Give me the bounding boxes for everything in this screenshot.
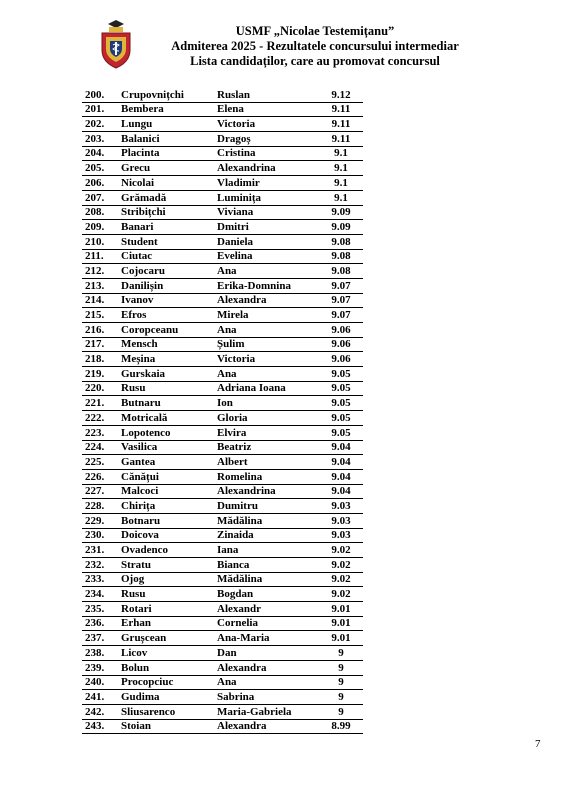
candidate-score: 9.1 [319,190,363,205]
candidate-score: 9.11 [319,117,363,132]
table-row [82,396,363,411]
university-crest-icon [99,20,133,70]
table-row [82,469,363,484]
candidate-score: 9.1 [319,176,363,191]
candidate-surname: Vasilica [121,440,217,455]
candidate-first-name: Ana [217,323,319,338]
row-number: 215. [82,308,121,323]
candidate-score: 9 [319,690,363,705]
candidate-first-name: Luminița [217,190,319,205]
candidate-surname: Procopciuc [121,675,217,690]
table-row [82,293,363,308]
table-row [82,367,363,382]
candidate-score: 9.05 [319,425,363,440]
table-row [82,234,363,249]
table-row [82,102,363,117]
table-row [82,249,363,264]
candidate-score: 8.99 [319,719,363,734]
table-row [82,675,363,690]
table-row [82,425,363,440]
candidate-surname: Balanici [121,132,217,147]
table-row [82,88,363,102]
table-row [82,161,363,176]
row-number: 228. [82,499,121,514]
candidate-first-name: Alexandrina [217,161,319,176]
candidate-surname: Meșina [121,352,217,367]
candidate-first-name: Adriana Ioana [217,381,319,396]
candidate-first-name: Ruslan [217,88,319,102]
row-number: 222. [82,411,121,426]
candidate-surname: Grămadă [121,190,217,205]
row-number: 240. [82,675,121,690]
table-row [82,587,363,602]
candidate-first-name: Victoria [217,117,319,132]
candidate-score: 9 [319,704,363,719]
candidate-score: 9.02 [319,572,363,587]
candidate-score: 9.1 [319,146,363,161]
row-number: 235. [82,602,121,617]
row-number: 232. [82,558,121,573]
candidate-score: 9.09 [319,205,363,220]
row-number: 206. [82,176,121,191]
candidate-surname: Chirița [121,499,217,514]
row-number: 238. [82,646,121,661]
candidate-score: 9.01 [319,602,363,617]
candidate-surname: Sliusarenco [121,704,217,719]
header-institution: USMF „Nicolae Testemițanu” [235,24,395,38]
candidate-score: 9.05 [319,381,363,396]
table-row [82,499,363,514]
candidate-score: 9.06 [319,352,363,367]
candidates-table [82,88,363,734]
candidate-score: 9.07 [319,308,363,323]
candidate-score: 9 [319,660,363,675]
candidate-surname: Botnaru [121,513,217,528]
candidate-first-name: Cristina [217,146,319,161]
candidate-surname: Ivanov [121,293,217,308]
candidate-first-name: Ana [217,367,319,382]
row-number: 223. [82,425,121,440]
candidate-score: 9.08 [319,249,363,264]
table-row [82,484,363,499]
candidate-surname: Ciutac [121,249,217,264]
row-number: 241. [82,690,121,705]
candidate-surname: Doicova [121,528,217,543]
candidate-score: 9.01 [319,616,363,631]
candidate-first-name: Dmitri [217,220,319,235]
candidate-surname: Licov [121,646,217,661]
page-number: 7 [535,738,541,750]
candidate-first-name: Ion [217,396,319,411]
candidate-first-name: Dumitru [217,499,319,514]
table-row [82,660,363,675]
candidate-surname: Cănățui [121,469,217,484]
candidate-surname: Coropceanu [121,323,217,338]
candidate-surname: Ojog [121,572,217,587]
row-number: 208. [82,205,121,220]
table-row [82,264,363,279]
row-number: 227. [82,484,121,499]
table-row [82,190,363,205]
candidate-first-name: Mădălina [217,572,319,587]
candidate-surname: Lungu [121,117,217,132]
candidate-first-name: Mirela [217,308,319,323]
table-row [82,176,363,191]
candidate-first-name: Erika-Domnina [217,278,319,293]
table-row [82,572,363,587]
row-number: 234. [82,587,121,602]
table-row [82,337,363,352]
candidate-surname: Banari [121,220,217,235]
table-row [82,220,363,235]
candidate-first-name: Dragoș [217,132,319,147]
table-row [82,205,363,220]
row-number: 209. [82,220,121,235]
table-row [82,308,363,323]
candidate-first-name: Elvira [217,425,319,440]
candidate-surname: Crupovnițchi [121,88,217,102]
row-number: 201. [82,102,121,117]
table-row [82,646,363,661]
candidate-surname: Placinta [121,146,217,161]
candidate-surname: Stribițchi [121,205,217,220]
row-number: 214. [82,293,121,308]
candidate-score: 9.07 [319,293,363,308]
table-row [82,352,363,367]
candidate-first-name: Beatriz [217,440,319,455]
candidate-score: 9.05 [319,367,363,382]
table-row [82,411,363,426]
row-number: 226. [82,469,121,484]
candidate-first-name: Bogdan [217,587,319,602]
row-number: 218. [82,352,121,367]
row-number: 212. [82,264,121,279]
candidate-first-name: Șulim [217,337,319,352]
row-number: 204. [82,146,121,161]
table-row [82,719,363,734]
candidate-score: 9.05 [319,396,363,411]
row-number: 217. [82,337,121,352]
candidate-surname: Gantea [121,455,217,470]
row-number: 239. [82,660,121,675]
candidate-first-name: Romelina [217,469,319,484]
candidate-score: 9.06 [319,323,363,338]
candidate-surname: Ovadenco [121,543,217,558]
row-number: 213. [82,278,121,293]
candidate-score: 9.11 [319,132,363,147]
row-number: 236. [82,616,121,631]
candidate-score: 9.1 [319,161,363,176]
row-number: 233. [82,572,121,587]
candidate-surname: Bembera [121,102,217,117]
candidate-score: 9.05 [319,411,363,426]
candidate-score: 9.04 [319,469,363,484]
table-row [82,631,363,646]
candidate-surname: Rusu [121,381,217,396]
candidate-surname: Rotari [121,602,217,617]
table-row [82,381,363,396]
candidate-score: 9.12 [319,88,363,102]
table-row [82,146,363,161]
table-row [82,513,363,528]
row-number: 242. [82,704,121,719]
table-row [82,528,363,543]
candidate-surname: Student [121,234,217,249]
candidate-first-name: Alexandra [217,719,319,734]
candidate-first-name: Victoria [217,352,319,367]
candidate-first-name: Alexandr [217,602,319,617]
candidate-first-name: Mădălina [217,513,319,528]
candidate-score: 9.07 [319,278,363,293]
candidate-first-name: Maria-Gabriela [217,704,319,719]
candidate-surname: Grușcean [121,631,217,646]
header-subtitle: Lista candidaților, care au promovat concursul [190,54,440,68]
candidate-first-name: Iana [217,543,319,558]
row-number: 221. [82,396,121,411]
candidate-score: 9.03 [319,499,363,514]
candidate-first-name: Dan [217,646,319,661]
table-row [82,132,363,147]
row-number: 224. [82,440,121,455]
row-number: 200. [82,88,121,102]
candidate-first-name: Ana [217,264,319,279]
row-number: 243. [82,719,121,734]
candidate-surname: Stratu [121,558,217,573]
row-number: 211. [82,249,121,264]
candidate-first-name: Zinaida [217,528,319,543]
candidate-score: 9.04 [319,484,363,499]
candidate-first-name: Albert [217,455,319,470]
row-number: 229. [82,513,121,528]
candidate-surname: Bolun [121,660,217,675]
candidate-score: 9 [319,646,363,661]
candidate-first-name: Evelina [217,249,319,264]
candidate-score: 9 [319,675,363,690]
candidate-surname: Cojocaru [121,264,217,279]
candidate-score: 9.03 [319,513,363,528]
table-row [82,690,363,705]
candidate-surname: Motricală [121,411,217,426]
row-number: 219. [82,367,121,382]
document-header [150,24,480,69]
candidate-score: 9.08 [319,234,363,249]
candidate-surname: Erhan [121,616,217,631]
table-row [82,117,363,132]
candidate-surname: Grecu [121,161,217,176]
candidate-first-name: Ana-Maria [217,631,319,646]
candidate-first-name: Elena [217,102,319,117]
candidate-score: 9.02 [319,558,363,573]
row-number: 230. [82,528,121,543]
candidate-surname: Lopotenco [121,425,217,440]
table-row [82,455,363,470]
candidate-score: 9.01 [319,631,363,646]
candidate-score: 9.06 [319,337,363,352]
row-number: 202. [82,117,121,132]
table-row [82,616,363,631]
table-row [82,704,363,719]
row-number: 231. [82,543,121,558]
candidate-first-name: Alexandrina [217,484,319,499]
row-number: 207. [82,190,121,205]
candidate-score: 9.02 [319,543,363,558]
row-number: 203. [82,132,121,147]
table-row [82,323,363,338]
candidate-surname: Gudima [121,690,217,705]
candidate-surname: Rusu [121,587,217,602]
candidate-first-name: Ana [217,675,319,690]
candidate-score: 9.09 [319,220,363,235]
row-number: 220. [82,381,121,396]
candidate-first-name: Daniela [217,234,319,249]
candidate-surname: Mensch [121,337,217,352]
row-number: 210. [82,234,121,249]
candidate-surname: Danilișin [121,278,217,293]
candidate-first-name: Viviana [217,205,319,220]
candidate-score: 9.11 [319,102,363,117]
candidate-first-name: Sabrina [217,690,319,705]
table-row [82,440,363,455]
candidate-first-name: Alexandra [217,660,319,675]
candidate-first-name: Bianca [217,558,319,573]
table-row [82,278,363,293]
candidate-surname: Butnaru [121,396,217,411]
table-row [82,602,363,617]
candidate-surname: Gurskaia [121,367,217,382]
candidate-surname: Stoian [121,719,217,734]
candidate-score: 9.02 [319,587,363,602]
table-row [82,558,363,573]
candidate-surname: Malcoci [121,484,217,499]
table-row [82,543,363,558]
row-number: 205. [82,161,121,176]
candidate-score: 9.03 [319,528,363,543]
candidate-first-name: Gloria [217,411,319,426]
candidate-first-name: Cornelia [217,616,319,631]
row-number: 225. [82,455,121,470]
candidate-surname: Efros [121,308,217,323]
candidate-first-name: Vladimir [217,176,319,191]
candidate-score: 9.04 [319,440,363,455]
row-number: 237. [82,631,121,646]
row-number: 216. [82,323,121,338]
candidate-score: 9.08 [319,264,363,279]
header-title: Admiterea 2025 - Rezultatele concursului intermediar [171,39,459,53]
candidate-score: 9.04 [319,455,363,470]
candidate-surname: Nicolai [121,176,217,191]
candidate-first-name: Alexandra [217,293,319,308]
